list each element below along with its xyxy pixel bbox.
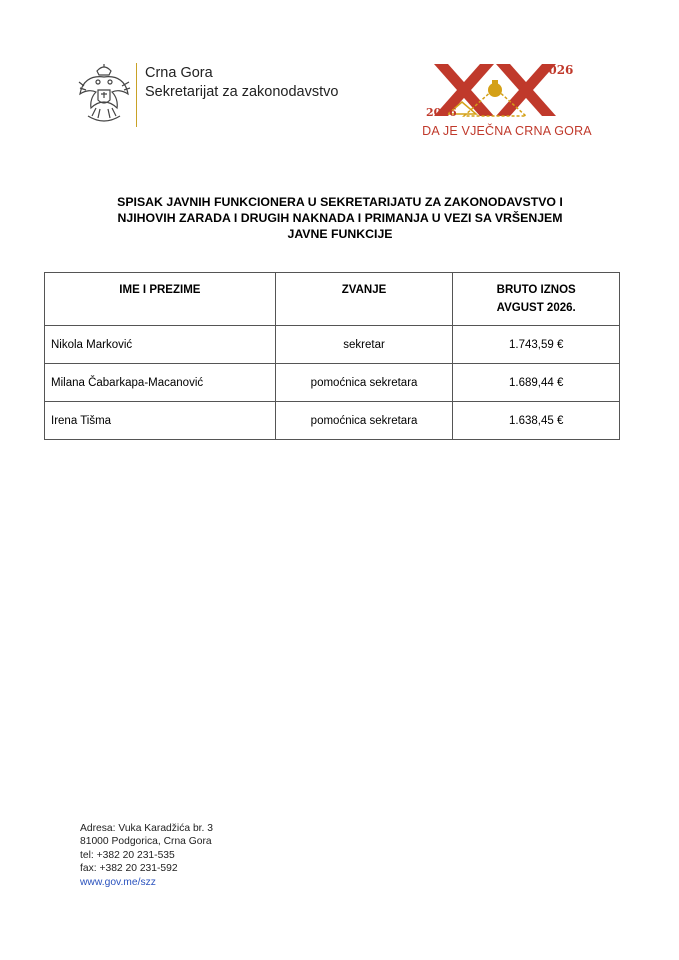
- coat-of-arms-icon: [76, 62, 132, 128]
- header-name: IME I PREZIME: [45, 273, 276, 326]
- header-amount: [453, 273, 620, 326]
- header-org-block: [76, 62, 338, 128]
- cell-amount: 1.743,59 €: [453, 326, 620, 364]
- header-title: ZVANJE: [275, 273, 453, 326]
- table-row: [45, 326, 620, 364]
- cell-name: Nikola Marković: [45, 326, 276, 364]
- jubilee-year-start: 2006: [426, 106, 457, 119]
- jubilee-motto: DA JE VJEČNA CRNA GORA: [422, 124, 592, 138]
- footer-contact: [80, 822, 213, 889]
- footer-tel: tel: +382 20 231-535: [80, 849, 175, 861]
- header-divider: [136, 63, 137, 127]
- title-line: SPISAK JAVNIH FUNKCIONERA U SEKRETARIJATU ZA ZAKONODAVSTVO I: [117, 195, 563, 209]
- cell-title: pomoćnica sekretara: [275, 364, 453, 402]
- footer-address: Adresa: Vuka Karadžića br. 3: [80, 823, 213, 834]
- table-row: [45, 402, 620, 440]
- org-country: Crna Gora: [145, 65, 213, 81]
- footer-fax: fax: +382 20 231-592: [80, 863, 178, 875]
- officials-table: [44, 272, 620, 440]
- header-amount-line2: AVGUST 2026.: [496, 302, 576, 314]
- table-row: [45, 364, 620, 402]
- jubilee-year-end: 2026: [540, 63, 574, 77]
- header-amount-line1: BRUTO IZNOS: [496, 284, 576, 296]
- document-title: [60, 194, 620, 242]
- org-ministry: Sekretarijat za zakonodavstvo: [145, 84, 339, 100]
- cell-name: Milana Čabarkapa-Macanović: [45, 364, 276, 402]
- footer-web-link[interactable]: www.gov.me/szz: [80, 876, 156, 888]
- cell-title: sekretar: [275, 326, 453, 364]
- cell-amount: 1.689,44 €: [453, 364, 620, 402]
- org-name: [145, 64, 338, 102]
- cell-title: pomoćnica sekretara: [275, 402, 453, 440]
- footer-city: 81000 Podgorica, Crna Gora: [80, 836, 212, 848]
- title-line: NJIHOVIH ZARADA I DRUGIH NAKNADA I PRIMANJA U VEZI SA VRŠENJEM: [117, 211, 563, 225]
- cell-name: Irena Tišma: [45, 402, 276, 440]
- cell-amount: 1.638,45 €: [453, 402, 620, 440]
- title-line: JAVNE FUNKCIJE: [287, 227, 393, 241]
- table-header-row: [45, 273, 620, 326]
